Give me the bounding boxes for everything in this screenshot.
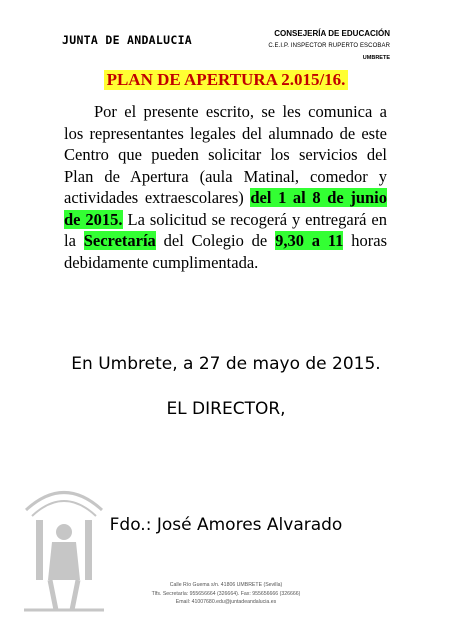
hours-highlight: 9,30 a 11 bbox=[275, 231, 344, 250]
footer bbox=[0, 581, 452, 607]
body-text-part4: horas debidamente cumplimentada. bbox=[64, 231, 387, 272]
title-container bbox=[0, 70, 452, 90]
signature-line: Fdo.: José Amores Alvarado bbox=[109, 515, 343, 535]
org-name-left: JUNTA DE ANDALUCIA bbox=[62, 33, 193, 47]
notice-paragraph bbox=[64, 101, 387, 273]
footer-phones: Tlfs. Secretaría: 955656664 (326664). Fax: 955656666 (326666) bbox=[151, 590, 301, 597]
document-title: PLAN DE APERTURA 2.015/16. bbox=[104, 70, 349, 90]
footer-email: Email: 41007680.edu@juntadeandalucia.es bbox=[175, 599, 277, 605]
body-text-part2: La solicitud se recogerá y entregará en la bbox=[64, 209, 388, 250]
school-name: C.E.I.P. INSPECTOR RUPERTO ESCOBAR bbox=[268, 43, 390, 49]
town-name: UMBRETE bbox=[362, 55, 390, 61]
body-text-part3: del Colegio de bbox=[155, 231, 276, 250]
org-block-right bbox=[268, 28, 390, 64]
consejeria-label: CONSEJERÍA DE EDUCACIÓN bbox=[274, 29, 390, 38]
footer-address: Calle Río Guema s/n. 41806 UMBRETE (Sevilla) bbox=[169, 582, 283, 588]
director-title: EL DIRECTOR, bbox=[166, 399, 286, 419]
office-highlight: Secretaría bbox=[83, 231, 156, 250]
dates-highlight: del 1 al 8 de junio de 2015. bbox=[64, 188, 387, 229]
date-line: En Umbrete, a 27 de mayo de 2015. bbox=[71, 354, 381, 374]
body-text-part1: Por el presente escrito, se les comunica a los representantes legales del alumnado de este Centro que pueden solicitar los servicios del Plan de Apertura (aula Matinal, comedor y actividades extraescolares) bbox=[64, 102, 387, 207]
